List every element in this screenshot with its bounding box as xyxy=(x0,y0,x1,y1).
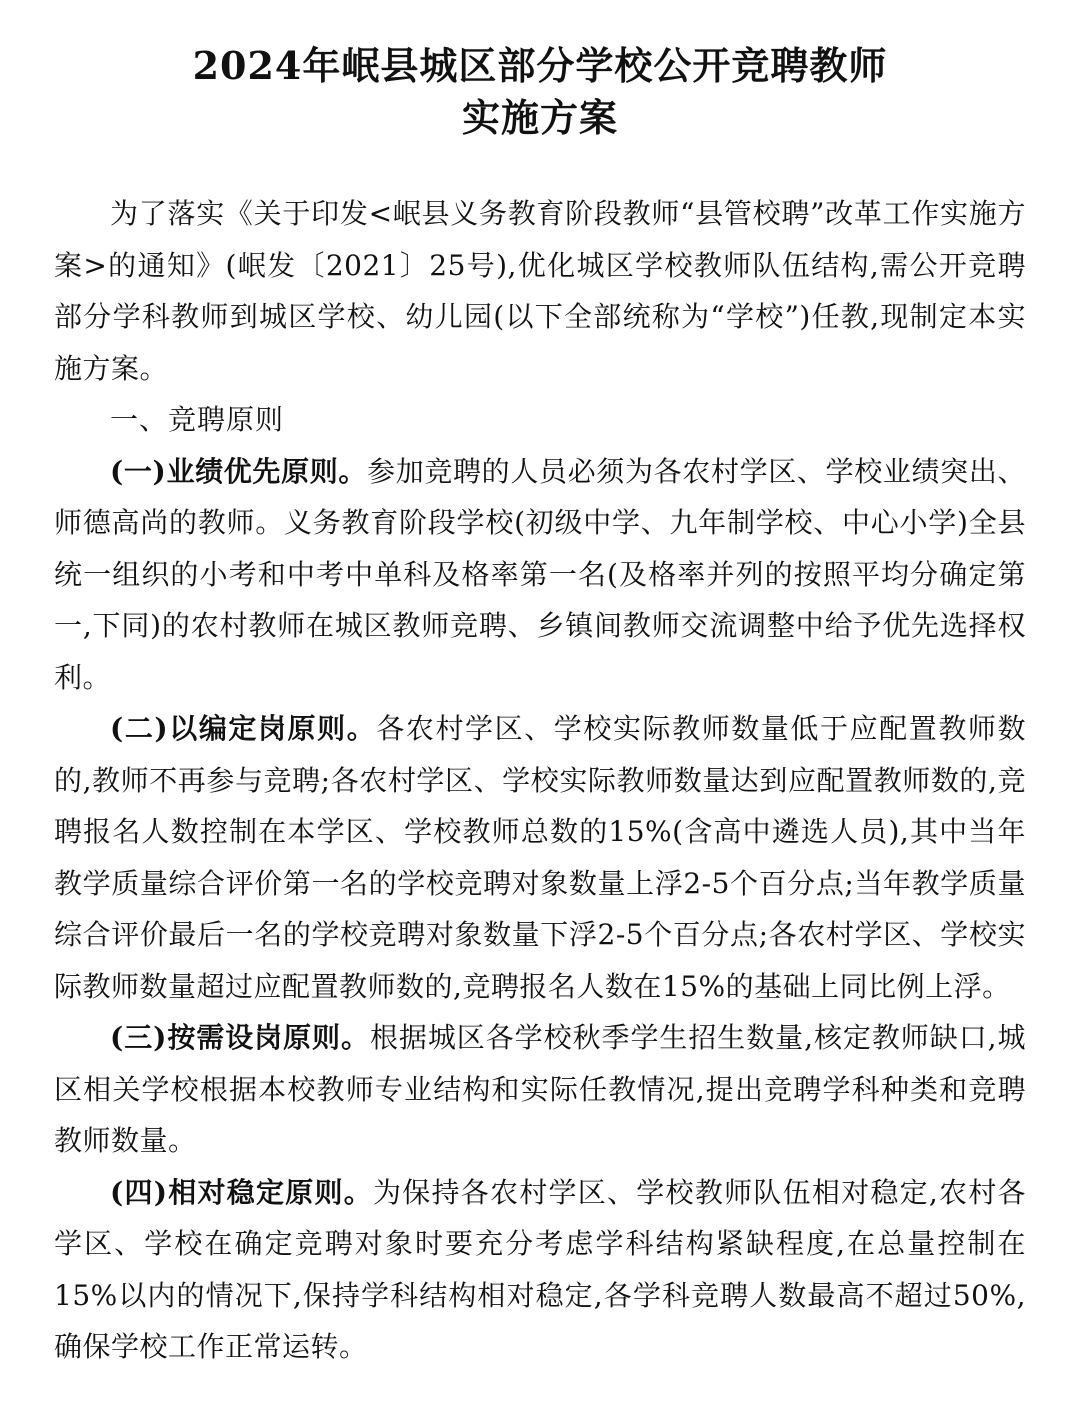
title-line-2: 实施方案 xyxy=(461,95,618,140)
principle-text-2: 各农村学区、学校实际教师数量低于应配置教师数的,教师不再参与竞聘;各农村学区、学校实际教师数量达到应配置教师数的,竞聘报名人数控制在本学区、学校教师总数的15%(含高中遴选人员),其中当年教学质量综合评价第一名的学校竞聘对象数量上浮2-5个百分点;当年教学质量综合评价最后一名的学校竞聘对象数量下浮2-5个百分点;各农村学区、学校实际教师数量超过应配置教师数的,竞聘报名人数在15%的基础上同比例上浮。 xyxy=(54,712,1026,1003)
principle-text-1: 参加竞聘的人员必须为各农村学区、学校业绩突出、师德高尚的教师。义务教育阶段学校(初级中学、九年制学校、中心小学)全县统一组织的小考和中考中单科及格率第一名(及格率并列的按照平均分确定第一,下同)的农村教师在城区教师竞聘、乡镇间教师交流调整中给予优先选择权利。 xyxy=(54,454,1026,694)
principle-paragraph-1 xyxy=(54,446,1026,704)
intro-paragraph: 为了落实《关于印发<岷县义务教育阶段教师“县管校聘”改革工作实施方案>的通知》(岷发〔2021〕25号),优化城区学校教师队伍结构,需公开竞聘部分学科教师到城区学校、幼儿园(以下全部统称为“学校”)任教,现制定本实施方案。 xyxy=(54,197,1026,385)
principle-text-4: 为保持各农村学区、学校教师队伍相对稳定,农村各学区、学校在确定竞聘对象时要充分考虑学科结构紧缺程度,在总量控制在15%以内的情况下,保持学科结构相对稳定,各学科竞聘人数最高不超过50%,确保学校工作正常运转。 xyxy=(54,1175,1026,1363)
principle-lead-1: (一)业绩优先原则。 xyxy=(110,454,368,488)
principle-text-3: 根据城区各学校秋季学生招生数量,核定教师缺口,城区相关学校根据本校教师专业结构和实际任教情况,提出竞聘学科种类和竞聘教师数量。 xyxy=(54,1021,1026,1157)
principle-lead-4: (四)相对稳定原则。 xyxy=(110,1175,374,1209)
principle-paragraph-2 xyxy=(54,703,1026,1012)
document-title xyxy=(54,40,1026,144)
principle-paragraph-3 xyxy=(54,1012,1026,1167)
title-line-1: 2024年岷县城区部分学校公开竞聘教师 xyxy=(192,43,888,88)
document-body xyxy=(54,188,1026,1373)
principle-paragraph-4 xyxy=(54,1167,1026,1373)
principle-lead-3: (三)按需设岗原则。 xyxy=(110,1021,370,1054)
section-heading: 一、竞聘原则 xyxy=(110,403,285,436)
principle-lead-2: (二)以编定岗原则。 xyxy=(110,712,377,745)
